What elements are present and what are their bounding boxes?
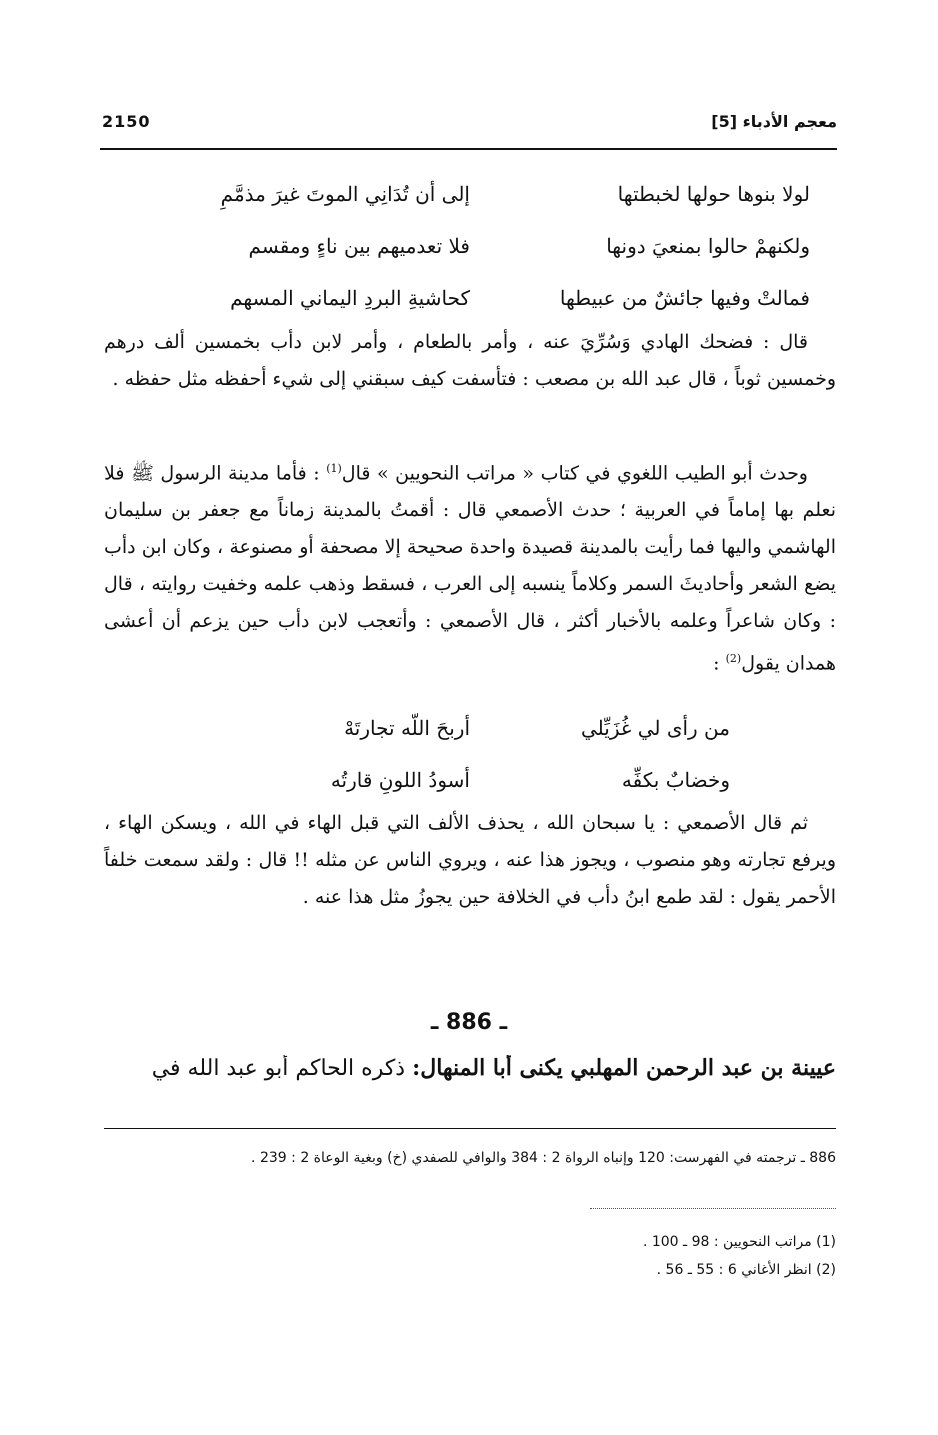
verse-first-hemistich: من رأى لي غُزَيِّلي bbox=[581, 716, 730, 740]
verse-line bbox=[230, 754, 730, 806]
footnote-1: (1) مراتب النحويين : 98 ـ 100 . bbox=[642, 1234, 836, 1250]
verse-second-hemistich: أسودُ اللونِ قارتُه bbox=[330, 768, 470, 792]
verse-second-hemistich: فلا تعدميهم بين ناءٍ ومقسم bbox=[248, 234, 470, 258]
paragraph-text: ثم قال الأصمعي : يا سبحان الله ، يحذف الألف التي قبل الهاء في الله ، ويسكن الهاء ، ويرفع تجارته وهو منصوب ، ويجوز هذا عنه ، ويروي الناس عن مثله !! قال : ولقد سمعت خلفاً الأحمر يقول : لقد طمع ابنُ دأب في الخلافة حين يجوزُ مثل هذا عنه . bbox=[104, 812, 836, 908]
paragraph-1 bbox=[104, 324, 836, 398]
verse-first-hemistich: لولا بنوها حولها لخبطتها bbox=[617, 182, 810, 206]
footnote-2: (2) انظر الأغاني 6 : 55 ـ 56 . bbox=[656, 1262, 836, 1278]
paragraph-2 bbox=[104, 450, 836, 683]
paragraph-text-part: : فأما مدينة الرسول ﷺ فلا نعلم بها إماماً في العربية ؛ حدث الأصمعي قال : أقمتُ بالمدينة زماناً مع جعفر بن سليمان الهاشمي واليها فما رأيت بالمدينة قصيدة واحدة صحيحة إلا مصحفة أو مصنوعة ، وكان ابن دأب يضع الشعر وأحاديثَ السمر وكلاماً ينسبه إلى العرب ، فسقط وذهب علمه وخفيت روايته ، قال : وكان شاعراً وعلمه بالأخبار أكثر ، قال الأصمعي : وأتعجب لابن دأب حين يزعم أن أعشى همدان يقول bbox=[104, 462, 836, 675]
verse-first-hemistich: فمالتْ وفيها جائشٌ من عبيطها bbox=[559, 286, 810, 310]
footnote-ref-1[interactable]: (1) bbox=[326, 462, 342, 475]
verse-line bbox=[150, 168, 810, 220]
verse-first-hemistich: ولكنهمْ حالوا بمنعيَ دونها bbox=[606, 234, 810, 258]
poem-block-2 bbox=[230, 702, 730, 806]
footnote-separator bbox=[104, 1128, 836, 1129]
paragraph-text-part: : bbox=[713, 652, 726, 675]
verse-line bbox=[150, 220, 810, 272]
footnotes bbox=[500, 1228, 836, 1284]
paragraph-3 bbox=[104, 805, 836, 916]
page-header bbox=[100, 108, 837, 150]
verse-line bbox=[150, 272, 810, 324]
entry-heading bbox=[104, 1055, 836, 1081]
entry-number: ـ 886 ـ bbox=[430, 1010, 508, 1035]
poem-block-1 bbox=[150, 168, 810, 324]
dotted-separator bbox=[590, 1208, 836, 1209]
verse-line bbox=[230, 702, 730, 754]
verse-second-hemistich: إلى أن تُدَانِي الموتَ غيرَ مذمَّمِ bbox=[220, 182, 470, 206]
paragraph-text bbox=[104, 450, 836, 683]
footnote-ref-2[interactable]: (2) bbox=[725, 652, 742, 666]
verse-second-hemistich: أربحَ اللّه تجارتَهْ bbox=[344, 716, 470, 740]
verse-second-hemistich: كحاشيةِ البردِ اليماني المسهم bbox=[230, 286, 470, 310]
entry-heading-text: ذكره الحاكم أبو عبد الله في bbox=[151, 1056, 413, 1081]
paragraph-text: قال : فضحك الهادي وَسُرِّيَ عنه ، وأمر بالطعام ، وأمر لابن دأب بخمسين ألف درهم وخمسين ثوباً ، قال عبد الله بن مصعب : فتأسفت كيف سبقني إلى شيء أحفظه مثل حفظه . bbox=[104, 331, 836, 390]
paragraph-text-part: وحدث أبو الطيب اللغوي في كتاب « مراتب النحويين » قال bbox=[341, 462, 808, 485]
page-number: 2150 bbox=[102, 112, 151, 131]
biography-sources-note: 886 ـ ترجمته في الفهرست: 120 وإنباه الرواة 2 : 384 والوافي للصفدي (خ) وبغية الوعاة 2 : 239 . bbox=[251, 1150, 836, 1166]
entry-name: عيينة بن عبد الرحمن المهلبي يكنى أبا المنهال: bbox=[412, 1055, 836, 1081]
verse-first-hemistich: وخضابٌ بكفِّه bbox=[621, 768, 730, 792]
book-title: معجم الأدباء [5] bbox=[711, 112, 837, 131]
